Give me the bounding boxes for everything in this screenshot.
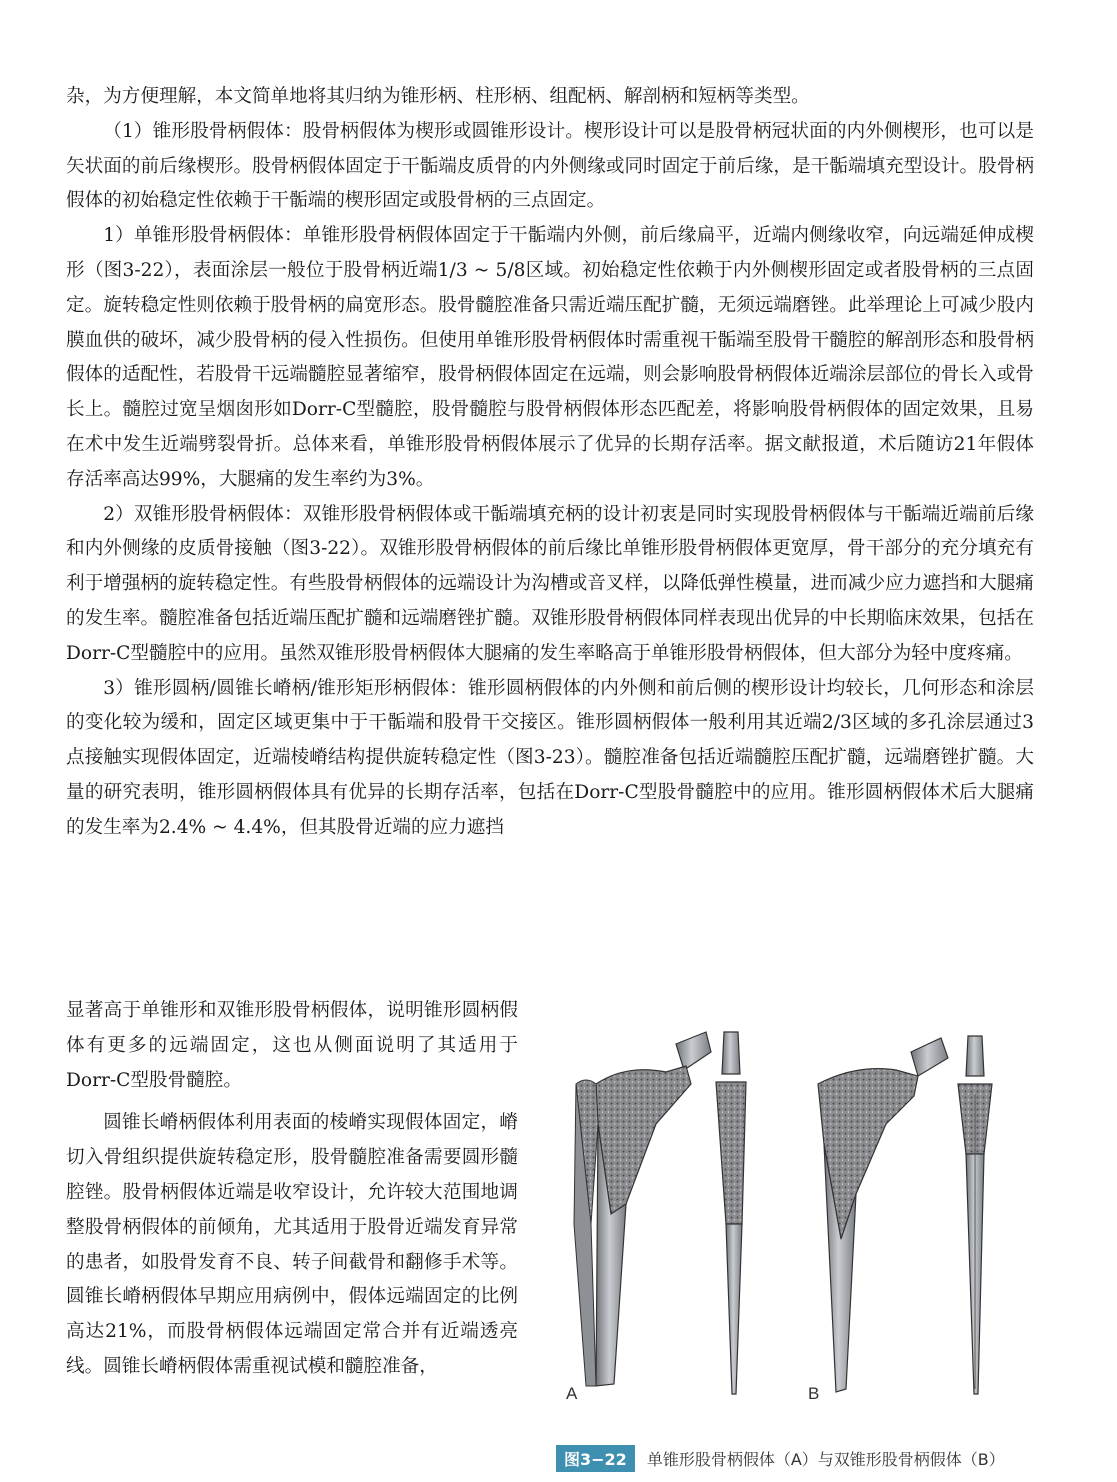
text-block-narrow: [66, 994, 518, 1385]
paragraph-continuation: 杂，为方便理解，本文简单地将其归纳为锥形柄、柱形柄、组配柄、解剖柄和短柄等类型。: [66, 86, 810, 107]
paragraph-single-wedge: 1）单锥形股骨柄假体：单锥形股骨柄假体固定于干骺端内外侧，前后缘扁平，近端内侧缘收窄，向远端延伸成楔形（图3-22），表面涂层一般位于股骨柄近端1/3 ~ 5/8区域。初始稳定性依赖于内外侧楔形固定或者股骨柄的三点固定。旋转稳定性则依赖于股骨柄的扁宽形态。股骨髓腔准备只需近端压配扩髓，无须远端磨锉。此举理论上可减少股内膜血供的破坏，减少股骨柄的侵入性损伤。但使用单锥形股骨柄假体时需重视干骺端至股骨干髓腔的解剖形态和股骨柄假体的适配性，若股骨干远端髓腔显著缩窄，股骨柄假体固定在远端，则会影响股骨柄假体近端涂层部位的骨长入或骨长上。髓腔过宽呈烟囱形如Dorr-C型髓腔，股骨髓腔与股骨柄假体形态匹配差，将影响股骨柄假体的固定效果，且易在术中发生近端劈裂骨折。总体来看，单锥形股骨柄假体展示了优异的长期存活率。据文献报道，术后随访21年假体存活率高达99%，大腿痛的发生率约为3%。: [66, 225, 1034, 490]
figure-label-b: B: [808, 1384, 820, 1403]
figure-number-tag: 图3−22: [556, 1445, 635, 1472]
stem-b-front: [818, 1038, 948, 1392]
paragraph-tapered-stem: （1）锥形股骨柄假体：股骨柄假体为楔形或圆锥形设计。楔形设计可以是股骨柄冠状面的内外侧楔形，也可以是矢状面的前后缘楔形。股骨柄假体固定于干骺端皮质骨的内外侧缘或同时固定于前后缘，是干骺端填充型设计。股骨柄假体的初始稳定性依赖于干骺端的楔形固定或股骨柄的三点固定。: [66, 120, 1034, 212]
stem-b-side: [958, 1036, 992, 1394]
figure-label-a: A: [566, 1384, 578, 1403]
figure-3-22: [556, 1024, 1034, 1444]
paragraph-double-wedge: 2）双锥形股骨柄假体：双锥形股骨柄假体或干骺端填充柄的设计初衷是同时实现股骨柄假体与干骺端近端前后缘和内外侧缘的皮质骨接触（图3-22）。双锥形股骨柄假体的前后缘比单锥形股骨柄假体更宽厚，骨干部分的充分填充有利于增强柄的旋转稳定性。有些股骨柄假体的远端设计为沟槽或音叉样，以降低弹性模量，进而减少应力遮挡和大腿痛的发生率。髓腔准备包括近端压配扩髓和远端磨锉扩髓。双锥形股骨柄假体同样表现出优异的中长期临床效果，包括在Dorr-C型髓腔中的应用。虽然双锥形股骨柄假体大腿痛的发生率略高于单锥形股骨柄假体，但大部分为轻中度疼痛。: [66, 503, 1034, 664]
stem-a-front: [574, 1032, 711, 1386]
paragraph-tapered-round: 3）锥形圆柄/圆锥长嵴柄/锥形矩形柄假体：锥形圆柄假体的内外侧和前后侧的楔形设计均较长，几何形态和涂层的变化较为缓和，固定区域更集中于干骺端和股骨干交接区。锥形圆柄假体一般利用其近端2/3区域的多孔涂层通过3点接触实现假体固定，近端棱嵴结构提供旋转稳定性（图3-23）。髓腔准备包括近端髓腔压配扩髓，远端磨锉扩髓。大量的研究表明，锥形圆柄假体具有优异的长期存活率，包括在Dorr-C型股骨髓腔中的应用。锥形圆柄假体术后大腿痛的发生率为2.4% ~ 4.4%，但其股骨近端的应力遮挡: [66, 677, 1034, 838]
stem-a-side: [716, 1032, 746, 1394]
text-block-top: [66, 80, 1034, 846]
figure-caption: [556, 1444, 1034, 1472]
femoral-stem-illustration: [556, 1024, 1034, 1444]
paragraph-narrow-1: 显著高于单锥形和双锥形股骨柄假体，说明锥形圆柄假体有更多的远端固定，这也从侧面说明了其适用于Dorr-C型股骨髓腔。: [66, 1000, 518, 1091]
paragraph-narrow-2: 圆锥长嵴柄假体利用表面的棱嵴实现假体固定，嵴切入骨组织提供旋转稳定形，股骨髓腔准备需要圆形髓腔锉。股骨柄假体近端是收窄设计，允许较大范围地调整股骨柄假体的前倾角，尤其适用于股骨近端发育异常的患者，如股骨发育不良、转子间截骨和翻修手术等。圆锥长嵴柄假体早期应用病例中，假体远端固定的比例高达21%，而股骨柄假体远端固定常合并有近端透亮线。圆锥长嵴柄假体需重视试模和髓腔准备，: [66, 1112, 518, 1377]
figure-caption-text: 单锥形股骨柄假体（A）与双锥形股骨柄假体（B）: [646, 1449, 1005, 1469]
